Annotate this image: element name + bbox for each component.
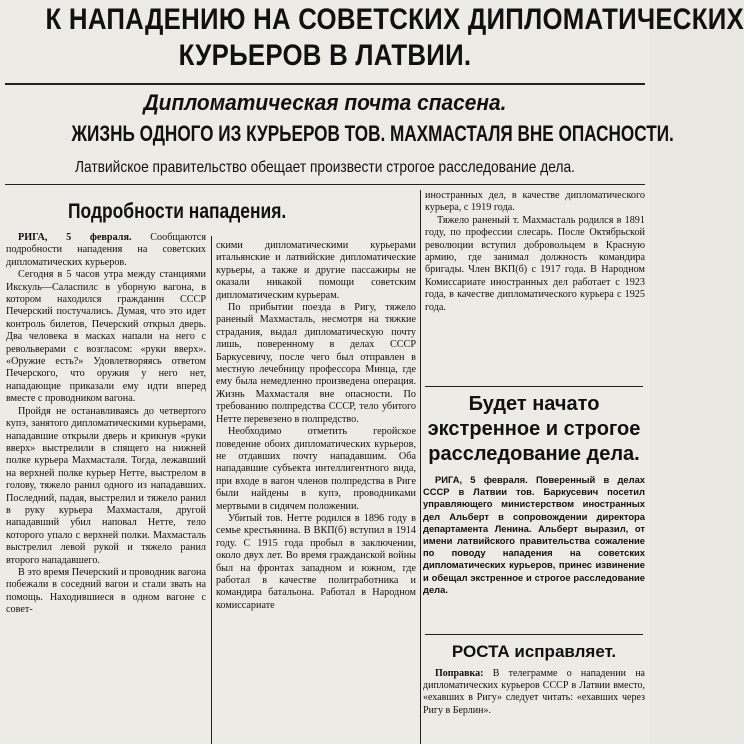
headline-rule bbox=[5, 83, 645, 85]
article-paragraph: В это время Печерский и проводник вагона побежали в соседний вагон и стали звать на помощь. Находившиеся в одном вагоне с совет- bbox=[6, 566, 207, 616]
section-rule bbox=[425, 634, 643, 635]
article-paragraph: Сообщаются подробности нападения на советских дипломатических курьеров. bbox=[6, 232, 207, 268]
article-paragraph: По прибытии поезда в Ригу, тяжело раненый Махмасталь, несмотря на тяжкие страдания, выдал дипломатическую почту лишь, поверенному в делах СССР Баркусевичу, после чего был отправлен в местную лечебницу профессора Минца, где ему была немедленно произведена операция. Жизнь Махмасталя вне опасности. По требованию полпредства СССР, тело убитого Нетте перевезено в полпредство. bbox=[216, 302, 416, 425]
article-paragraph: Необходимо отметить геройское поведение обоих дипломатических курьеров, не отдавших почту нападавшим. Оба нападавшие субъекта интеллигентного вида, при входе в вагон членов полпредства в Риге были найдены в купэ, проводниками мертвыми в сидячем положении. bbox=[216, 426, 416, 512]
article-paragraph: Пройдя не останавливаясь до четвертого купэ, занятого дипломатическими курьерами, нападавшие открыли дверь и крикнув «руки вверх» выстрелили в спящего на нижней полке курьера Махмасталя. Тогда, лежавший на верхней полке курьер Нетте, выстрелом в голову, тяжело ранил одного из нападавших. Последний, падая, выстрелил и тяжело ранил в руку курьера Махмасталя, другой нападавший убил наповал Нетте, тело которого упало с верхней полки. Махмасталь выстрелил левой рукой и тяжело ранил второго нападавшего. bbox=[6, 405, 206, 566]
correction-title: РОСТА исправляет. bbox=[451, 642, 617, 661]
article-column-1 bbox=[6, 194, 287, 742]
correction-body bbox=[423, 668, 645, 744]
article-paragraph: скими дипломатическими курьерами итальянские и латвийские дипломатические курьеры, а также и другие пассажиры не оказали никакой помощи советским дипломатическим курьерам. bbox=[216, 240, 416, 301]
investigation-text: Поверенный в делах СССР в Латвии тов. Баркусевич посетил управляющего министерством иностранных дел Альберт в сопровождении директора департамента Ленина. Альберт выразил, от имени латвийского правительства сожаление по поводу нападения на советских дипломатических курьеров, принес извинение и обещал экстренное и строгое расследование дела. bbox=[423, 474, 645, 595]
subhead-investigation-promise: Латвийское правительство обещает произвести строгое расследование дела. bbox=[74, 159, 575, 176]
subhead-courier-life: ЖИЗНЬ ОДНОГО ИЗ КУРЬЕРОВ ТОВ. МАХМАСТАЛЯ ВНЕ ОПАСНОСТИ. bbox=[71, 121, 674, 146]
article-column-3 bbox=[425, 190, 645, 370]
investigation-title: Будет начато экстренное и строгое расследование дела. bbox=[427, 393, 641, 465]
article-dateline: РИГА, 5 февраля. bbox=[18, 232, 132, 243]
subhead-mail-saved: Дипломатическая почта спасена. bbox=[143, 90, 507, 115]
article-paragraph: Тяжело раненый т. Махмасталь родился в 1891 году, по профессии слесарь. После Октябрьской революции вступил добровольцем в Красную армию, где занимал должность командира бригады. Член ВКП(б) с 1917 года. В Народном Комиссариате иностранных дел работает с 1923 года, в качестве дипломатического курьера с 1925 года. bbox=[425, 214, 645, 313]
column-divider bbox=[420, 190, 421, 744]
article-paragraph: Сегодня в 5 часов утра между станциями Икскуль—Саласпилс в уборную вагона, в котором находился гражданин СССР Печерский постучались. Думая, что это идет контроль билетов, Печерский открыл дверь. Два человека в масках напали на него с револьверами с возгласом: «руки вверх». «Оружие есть?» Удовлетворяясь ответом Печерского, что оружия у него нет, нападающие приказали ему идти вперед вместе с проводником вагона. bbox=[6, 269, 206, 405]
correction-text: В телеграмме о нападении на дипломатических курьеров СССР в Латвии вместо, «ехавших в Ригу» следует читать: «ехавших через Ригу в Берлин». bbox=[423, 668, 645, 716]
investigation-body bbox=[423, 474, 645, 624]
article-paragraph: иностранных дел, в качестве дипломатического курьера, с 1919 года. bbox=[425, 190, 645, 214]
headline-line-1: К НАПАДЕНИЮ НА СОВЕТСКИХ ДИПЛОМАТИЧЕСКИХ bbox=[45, 3, 744, 36]
investigation-dateline: РИГА, 5 февраля. bbox=[435, 474, 528, 485]
article-column-2 bbox=[216, 240, 416, 742]
article-title: Подробности нападения. bbox=[68, 200, 287, 223]
section-rule bbox=[425, 386, 643, 387]
correction-label: Поправка: bbox=[435, 668, 484, 679]
article-paragraph: Убитый тов. Нетте родился в 1896 году в семье крестьянина. В ВКП(б) вступил в 1914 году. С 1915 года пробыл в заключении, около двух лет. Во время гражданской войны был на фронтах западном и южном, где работал в качестве политработника и командира батальона. Работал в Народном комиссариате bbox=[216, 512, 416, 611]
column-divider bbox=[211, 236, 212, 744]
headline-line-2: КУРЬЕРОВ В ЛАТВИИ. bbox=[178, 39, 472, 72]
subhead-rule bbox=[5, 184, 645, 185]
